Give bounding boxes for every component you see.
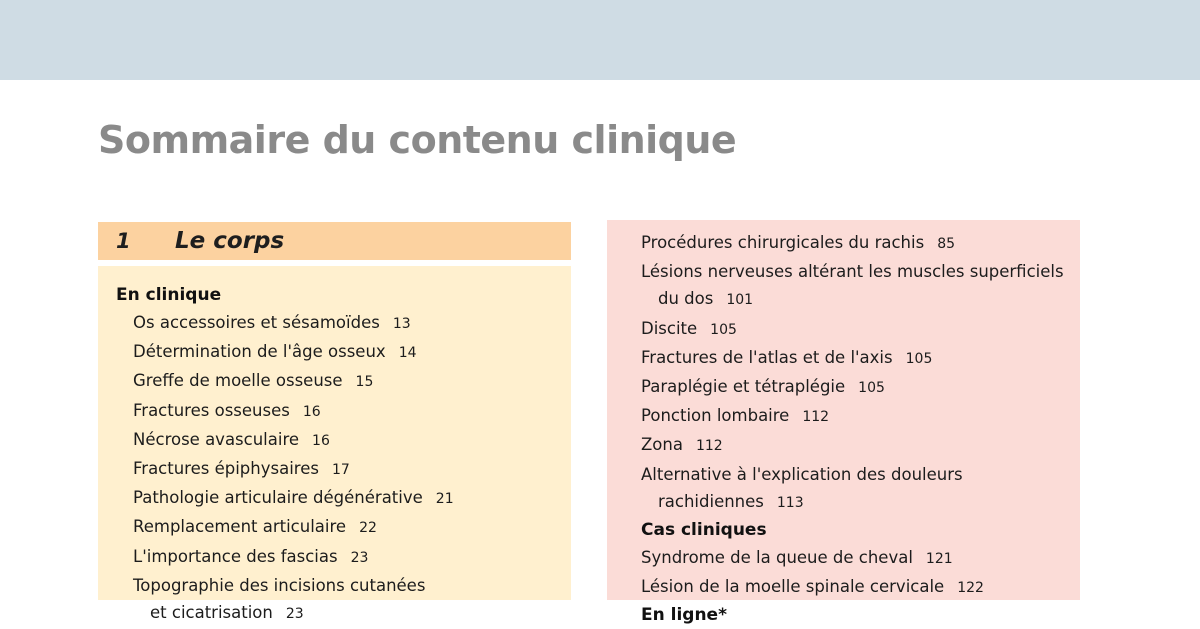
page-number: 16 (302, 403, 321, 420)
page-number: 15 (355, 374, 374, 391)
page-number: 105 (858, 380, 885, 397)
toc-entry (133, 309, 571, 338)
entry-title-continued: rachidiennes (658, 491, 764, 511)
entry-continuation (133, 599, 571, 628)
chapter-1-panel (98, 222, 571, 623)
entry-title: Pathologie articulaire dégénérative (133, 488, 423, 508)
toc-entry (133, 513, 571, 542)
toc-entry (641, 573, 1080, 602)
page-number: 23 (350, 549, 369, 566)
toc-entry (641, 544, 1080, 573)
chapter-title: Le corps (175, 228, 285, 254)
toc-entry (641, 315, 1080, 344)
entry-continuation (641, 285, 1080, 314)
entry-title: L'importance des fascias (133, 546, 338, 566)
entry-title: Nécrose avasculaire (133, 429, 300, 449)
page-number: 16 (312, 432, 330, 449)
entry-title: Zona (641, 435, 683, 455)
section-heading-en-ligne: En ligne* (641, 605, 727, 626)
page-number: 105 (905, 350, 933, 367)
section-heading-cas-cliniques: Cas cliniques (641, 520, 767, 541)
entry-title: Lésions nerveuses altérant les muscles superficiels (641, 262, 1064, 282)
page-number: 105 (710, 321, 737, 338)
page-number: 101 (726, 292, 754, 309)
entry-title: Discite (641, 318, 698, 338)
page-number: 85 (937, 236, 956, 252)
entry-title: Fractures osseuses (133, 400, 290, 420)
toc-entry (133, 543, 571, 572)
continued-panel (607, 220, 1080, 626)
chapter-header (98, 222, 571, 260)
page-number: 22 (359, 520, 377, 537)
page-number: 14 (398, 345, 417, 362)
entry-title-continued: du dos (658, 289, 714, 309)
toc-entry (133, 572, 571, 628)
toc-entry (133, 426, 571, 455)
entry-title: Topographie des incisions cutanées (133, 575, 426, 595)
toc-entry (133, 397, 571, 426)
top-color-band (0, 0, 1200, 80)
page-number: 23 (285, 606, 304, 623)
toc-entry (641, 402, 1080, 431)
entry-title-continued: et cicatrisation (150, 603, 273, 623)
entry-title: Fractures de l'atlas et de l'axis (641, 347, 893, 367)
page-number: 21 (435, 491, 454, 508)
page-number: 113 (776, 494, 804, 511)
entry-title: Fractures épiphysaires (133, 459, 319, 479)
page-number: 13 (392, 316, 411, 332)
page-title: Sommaire du contenu clinique (98, 118, 737, 162)
section-heading-en-clinique: En clinique (116, 285, 222, 305)
case-entries-list (641, 544, 1080, 602)
toc-entry (641, 229, 1080, 258)
entry-title: Alternative à l'explication des douleurs (641, 464, 963, 484)
toc-entry (133, 338, 571, 367)
entry-title: Syndrome de la queue de cheval (641, 548, 913, 568)
toc-entry (133, 484, 571, 513)
entry-title: Os accessoires et sésamoïdes (133, 313, 380, 332)
page-number: 112 (802, 409, 830, 426)
entry-title: Procédures chirurgicales du rachis (641, 233, 925, 252)
toc-entry (641, 461, 1080, 517)
entry-title: Lésion de la moelle spinale cervicale (641, 577, 945, 597)
entry-title: Paraplégie et tétraplégie (641, 377, 846, 397)
toc-entry (641, 431, 1080, 460)
page-number: 112 (695, 438, 723, 455)
entry-title: Détermination de l'âge osseux (133, 342, 386, 362)
page-number: 17 (331, 462, 350, 479)
page-number: 122 (957, 580, 984, 597)
entry-title: Ponction lombaire (641, 406, 790, 426)
chapter-number: 1 (116, 229, 131, 253)
entry-continuation (641, 488, 1080, 517)
entry-title: Remplacement articulaire (133, 517, 347, 537)
right-entries-list (641, 229, 1080, 517)
toc-entry (641, 344, 1080, 373)
toc-entry (641, 373, 1080, 402)
toc-entry (641, 258, 1080, 314)
toc-entry (133, 367, 571, 396)
chapter-content (98, 266, 571, 623)
page-number: 121 (925, 551, 953, 568)
entry-title: Greffe de moelle osseuse (133, 371, 343, 391)
toc-entry (133, 455, 571, 484)
clinical-entries-list (116, 309, 571, 628)
